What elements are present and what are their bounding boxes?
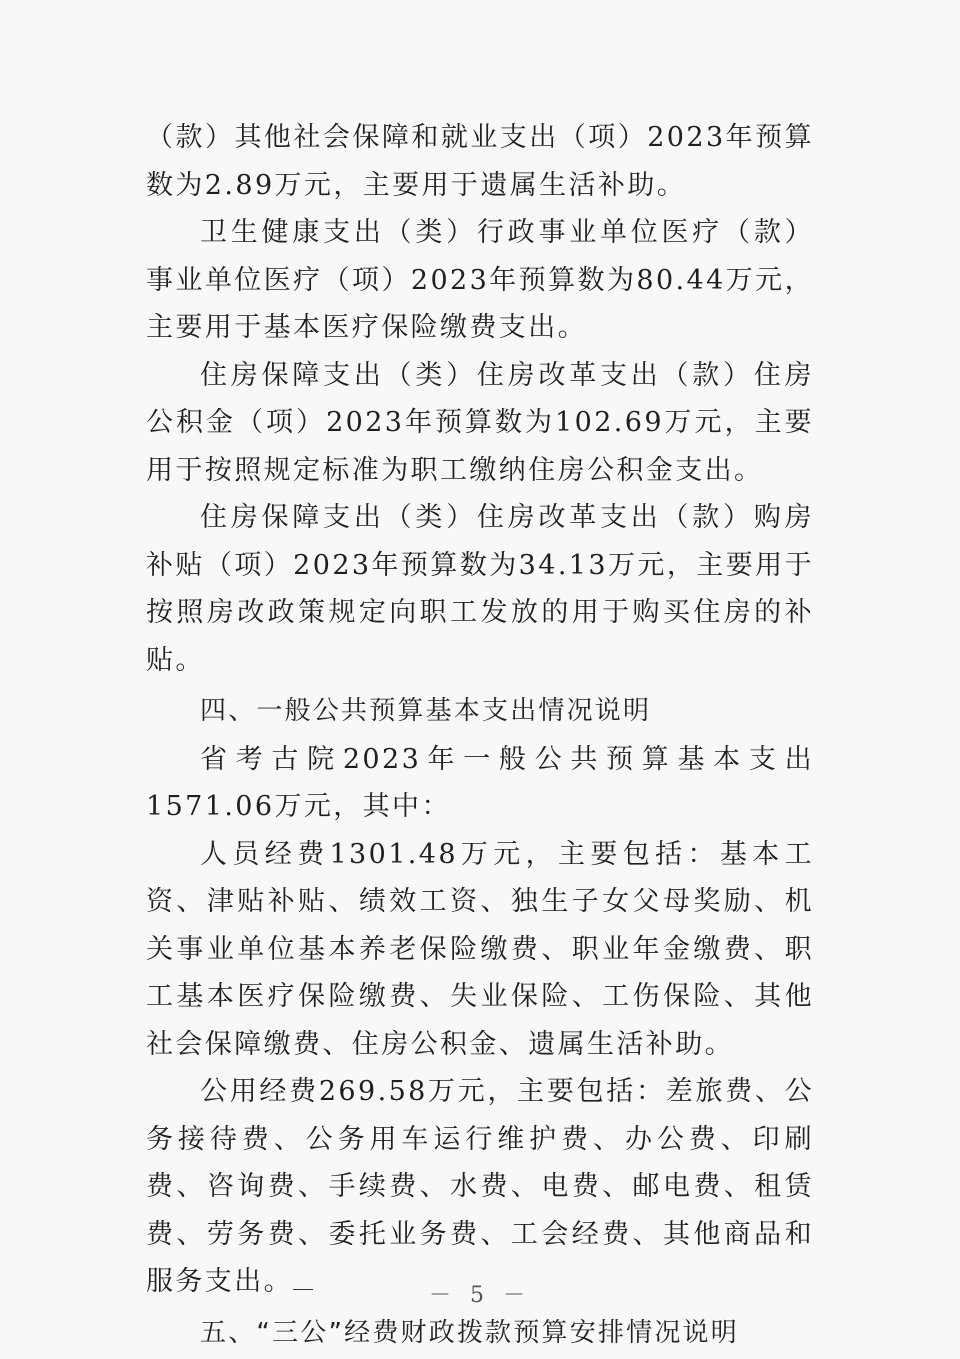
paragraph-social-security: （款）其他社会保障和就业支出（项）2023年预算数为2.89万元，主要用于遗属生活补助。 [146, 122, 814, 201]
document-body [146, 114, 814, 1357]
paragraph-health-expense: 卫生健康支出（类）行政事业单位医疗（款）事业单位医疗（项）2023年预算数为80.44万元，主要用于基本医疗保险缴费支出。 [146, 217, 814, 343]
section-4-heading: 四、一般公共预算基本支出情况说明 [200, 696, 652, 726]
paragraph-housing-subsidy: 住房保障支出（类）住房改革支出（款）购房补贴（项）2023年预算数为34.13万元，主要用于按照房改政策规定向职工发放的用于购买住房的补贴。 [146, 502, 814, 676]
paragraph-public-expense [146, 1068, 814, 1306]
paragraph-personnel-expense: 人员经费1301.48万元，主要包括：基本工资、津贴补贴、绩效工资、独生子女父母奖励、机关事业单位基本养老保险缴费、职业年金缴费、职工基本医疗保险缴费、失业保险、工伤保险、其他社会保障缴费、住房公积金、遗属生活补助。 [146, 838, 814, 1060]
section-5-heading: 五、“三公”经费财政拨款预算安排情况说明 [200, 1317, 739, 1348]
paragraph-housing-fund: 住房保障支出（类）住房改革支出（款）住房公积金（项）2023年预算数为102.69万元，主要用于按照规定标准为职工缴纳住房公积金支出。 [146, 359, 814, 486]
public-expense-text: 公用经费269.58万元，主要包括：差旅费、公务接待费、公务用车运行维护费、办公费、印刷费、咨询费、手续费、水费、电费、邮电费、租赁费、劳务费、委托业务费、工会经费、其他商品和服务支出。 [146, 1076, 814, 1297]
paragraph-basic-expense-intro: 省考古院2023年一般公共预算基本支出1571.06万元，其中： [146, 743, 814, 822]
page-number: － 5 － [429, 1283, 531, 1308]
